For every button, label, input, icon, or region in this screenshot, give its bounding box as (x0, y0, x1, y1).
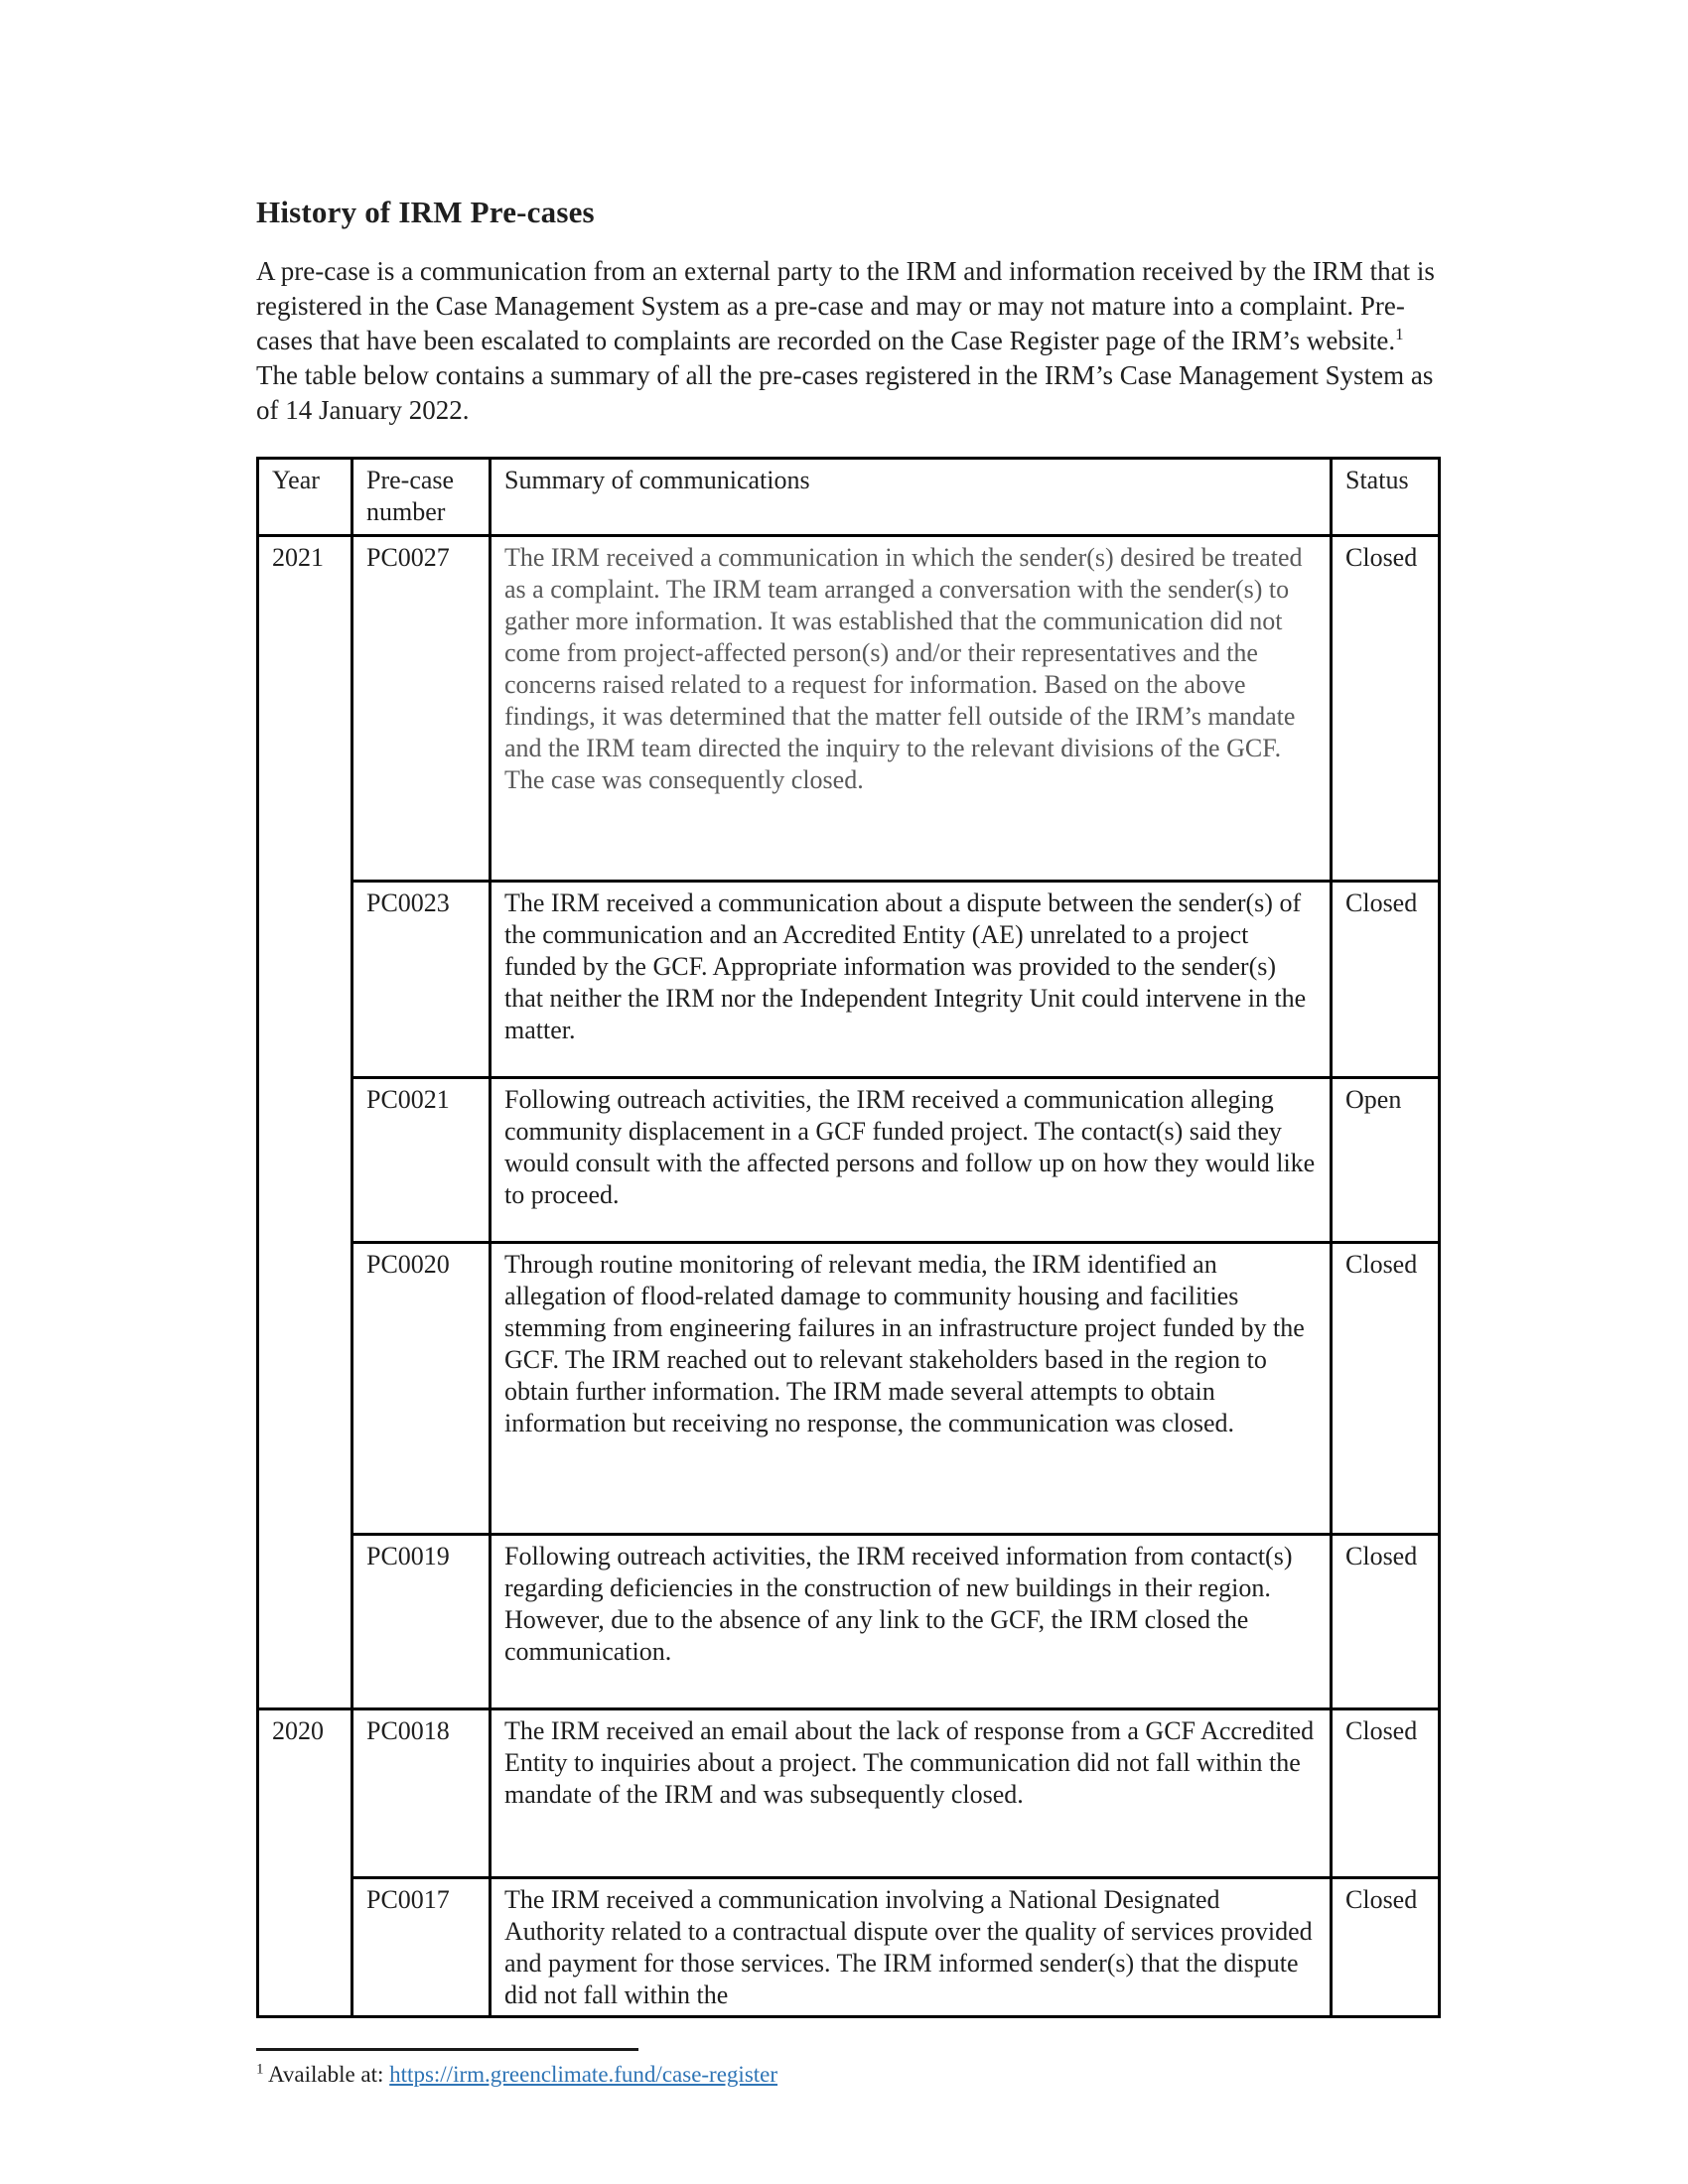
table-row (258, 1243, 1440, 1535)
status-cell: Closed (1332, 1709, 1440, 1878)
table-row (258, 1709, 1440, 1878)
status-cell: Closed (1332, 1243, 1440, 1535)
page-title: History of IRM Pre-cases (256, 195, 595, 229)
header-precase-number: Pre-case number (352, 459, 491, 536)
summary-cell: The IRM received a communication involving a National Designated Authority related to a contractual dispute over the quality of services provided and payment for those services. The IRM informed sender(s) that the dispute did not fall within the (491, 1878, 1332, 2017)
intro-text-after-ref: The table below contains a summary of all the pre-cases registered in the IRM’s Case Management System as of 14 January 2022. (256, 360, 1434, 425)
summary-cell: The IRM received an email about the lack of response from a GCF Accredited Entity to inquiries about a project. The communication did not fall within the mandate of the IRM and was subsequently closed. (491, 1709, 1332, 1878)
summary-cell: Through routine monitoring of relevant media, the IRM identified an allegation of flood-related damage to community housing and facilities stemming from engineering failures in an infrastructure project funded by the GCF. The IRM reached out to relevant stakeholders based in the region to obtain further information. The IRM made several attempts to obtain information but receiving no response, the communication was closed. (491, 1243, 1332, 1535)
precase-number-cell: PC0018 (352, 1709, 491, 1878)
table-row (258, 882, 1440, 1078)
table-row (258, 1535, 1440, 1709)
status-cell: Closed (1332, 882, 1440, 1078)
summary-cell: The IRM received a communication about a dispute between the sender(s) of the communication and an Accredited Entity (AE) unrelated to a project funded by the GCF. Appropriate information was provided to the sender(s) that neither the IRM nor the Independent Integrity Unit could intervene in the matter. (491, 882, 1332, 1078)
header-year: Year (258, 459, 352, 536)
footnote-label: Available at: (267, 2062, 390, 2087)
table-row (258, 1878, 1440, 2017)
footnote-separator (256, 2048, 638, 2051)
case-register-link[interactable]: https://irm.greenclimate.fund/case-register (389, 2062, 778, 2087)
table-row (258, 1078, 1440, 1243)
table-row (258, 536, 1440, 882)
header-summary: Summary of communications (491, 459, 1332, 536)
precase-number-cell: PC0017 (352, 1878, 491, 2017)
year-cell-2020: 2020 (258, 1709, 352, 2017)
document-page (256, 0, 1438, 2089)
status-cell: Closed (1332, 536, 1440, 882)
precase-number-cell: PC0023 (352, 882, 491, 1078)
table-header-row (258, 459, 1440, 536)
intro-paragraph (256, 254, 1438, 428)
footnote (256, 2060, 1438, 2089)
precase-number-cell: PC0027 (352, 536, 491, 882)
summary-cell: Following outreach activities, the IRM received information from contact(s) regarding deficiencies in the construction of new buildings in their region. However, due to the absence of any link to the GCF, the IRM closed the communication. (491, 1535, 1332, 1709)
footnote-ref-superscript: 1 (1395, 325, 1404, 343)
header-status: Status (1332, 459, 1440, 536)
intro-text-before-ref: A pre-case is a communication from an external party to the IRM and information received by the IRM that is registered in the Case Management System as a pre-case and may or may not mature into a complaint. Pre-cases that have been escalated to complaints are recorded on the Case Register page of the IRM’s website. (256, 256, 1435, 355)
status-cell: Closed (1332, 1535, 1440, 1709)
status-cell: Closed (1332, 1878, 1440, 2017)
summary-cell: Following outreach activities, the IRM received a communication alleging community displacement in a GCF funded project. The contact(s) said they would consult with the affected persons and follow up on how they would like to proceed. (491, 1078, 1332, 1243)
precase-number-cell: PC0020 (352, 1243, 491, 1535)
pre-cases-table (256, 457, 1441, 2018)
summary-cell: The IRM received a communication in which the sender(s) desired be treated as a complaint. The IRM team arranged a conversation with the sender(s) to gather more information. It was established that the communication did not come from project-affected person(s) and/or their representatives and the concerns raised related to a request for information. Based on the above findings, it was determined that the matter fell outside of the IRM’s mandate and the IRM team directed the inquiry to the relevant divisions of the GCF. The case was consequently closed. (491, 536, 1332, 882)
year-cell-2021: 2021 (258, 536, 352, 1709)
status-cell: Open (1332, 1078, 1440, 1243)
precase-number-cell: PC0019 (352, 1535, 491, 1709)
precase-number-cell: PC0021 (352, 1078, 491, 1243)
footnote-marker: 1 (256, 2061, 264, 2078)
